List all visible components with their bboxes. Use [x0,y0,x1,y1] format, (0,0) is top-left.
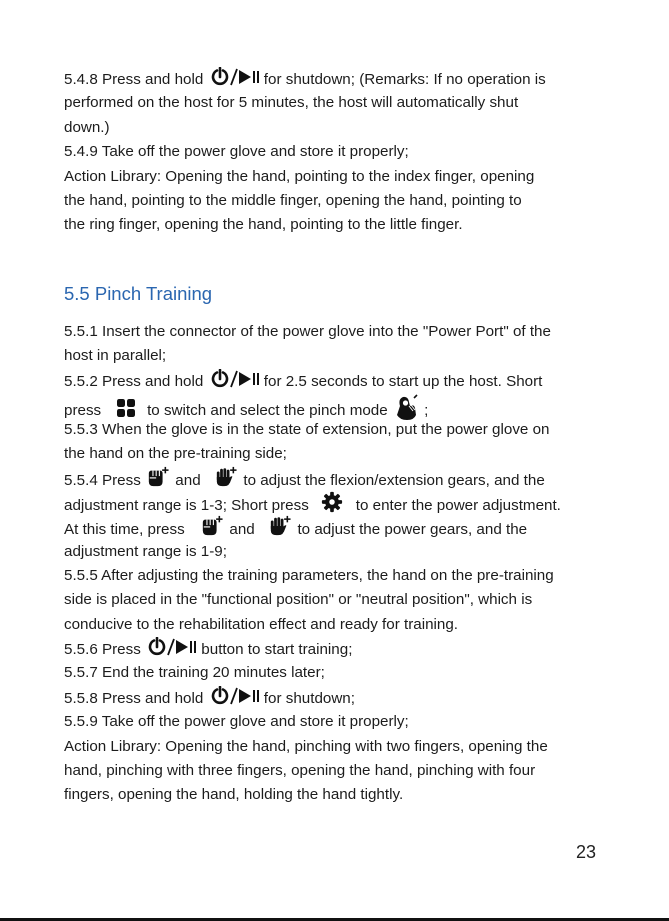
text-line: 5.5.5 After adjusting the training parameters, the hand on the pre-training [64,566,554,584]
text-line: 5.5.9 Take off the power glove and store it properly; [64,713,409,731]
text-line: 5.4.9 Take off the power glove and store it properly; [64,143,409,161]
text-line: fingers, opening the hand, holding the hand tightly. [64,786,404,804]
fist-plus-icon [145,466,171,488]
section-heading: 5.5 Pinch Training [64,283,213,304]
text-line: press to switch and select the pinch mode ; [64,393,604,417]
pinch-hand-icon [392,393,420,421]
mode-grid-icon [116,398,136,418]
text-line: the ring finger, opening the hand, pointing to the little finger. [64,216,463,234]
open-hand-plus-icon [213,466,239,488]
text-line: adjustment range is 1-9; [64,542,227,560]
text-line: hand, pinching with three fingers, opening the hand, pinching with four [64,762,536,780]
text-line: At this time, press and to adjust the power gears, and the [64,515,604,539]
text-line: the hand on the pre-training side; [64,444,287,462]
power-play-pause-icon [208,369,260,389]
text-line: conducive to the rehabilitation effect and ready for training. [64,615,458,633]
text-line: 5.5.2 Press and hold for 2.5 seconds to start up the host. Short [64,369,604,393]
section-5-4-continuation [64,67,604,238]
power-play-pause-icon [145,637,197,657]
text-line: Action Library: Opening the hand, pointing to the index finger, opening [64,167,535,185]
text-line: down.) [64,118,110,136]
text-line: 5.5.1 Insert the connector of the power glove into the "Power Port" of the [64,323,551,340]
text-line: 5.4.8 Press and hold for shutdown; (Remarks: If no operation is [64,67,604,91]
text-line: 5.5.6 Press button to start training; [64,637,604,661]
power-play-pause-icon [208,686,260,706]
text-line: 5.5.4 Press and to adjust the flexion/extension gears, and the [64,466,604,490]
text-line: adjustment range is 1-3; Short press to enter the power adjustment. [64,491,604,515]
text-line: side is placed in the "functional position" or "neutral position", which is [64,591,533,609]
page-number: 23 [576,842,597,862]
text-line: host in parallel; [64,347,167,365]
text-line: 5.5.7 End the training 20 minutes later; [64,664,325,682]
text-line: the hand, pointing to the middle finger, opening the hand, pointing to [64,191,522,209]
text-line: performed on the host for 5 minutes, the host will automatically shut [64,94,519,112]
text-line: Action Library: Opening the hand, pinching with two fingers, opening the [64,737,548,755]
text-line: 5.5.3 When the glove is in the state of extension, put the power glove on [64,420,550,438]
section-5-5-body [64,320,604,808]
power-play-pause-icon [208,67,260,87]
text-line: 5.5.8 Press and hold for shutdown; [64,686,604,710]
fist-plus-icon [199,515,225,537]
gear-icon [321,491,343,513]
open-hand-plus-icon [267,515,293,537]
